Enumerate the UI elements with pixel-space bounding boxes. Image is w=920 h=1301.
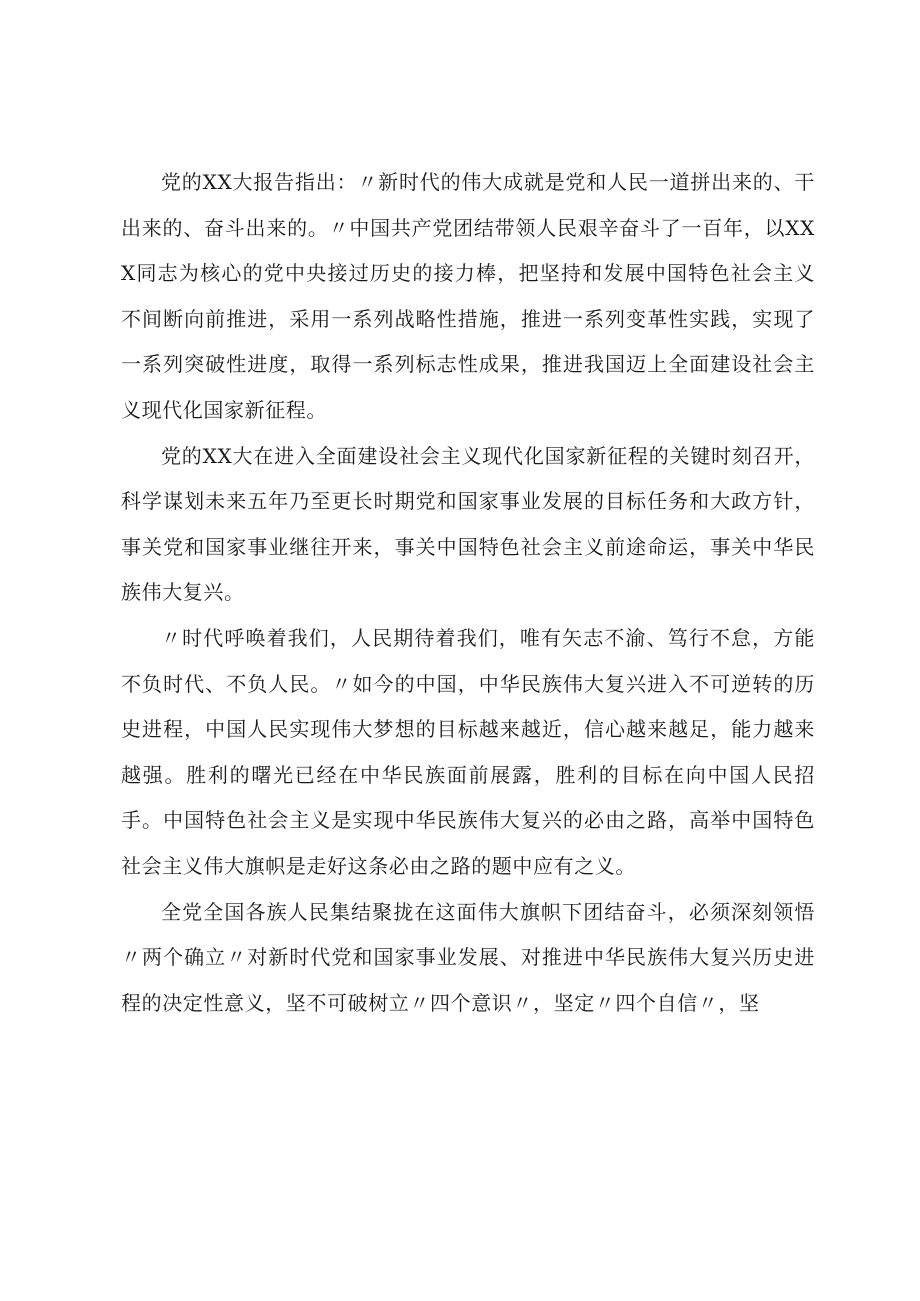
paragraph-3: 〃时代呼唤着我们，人民期待着我们，唯有矢志不渝、笃行不怠，方能不负时代、不负人民。〃如今的中国，中华民族伟大复兴进入不可逆转的历史进程，中国人民实现伟大梦想的目标越来越近，信心越来越足，能力越来越强。胜利的曙光已经在中华民族面前展露，胜利的目标在向中国人民招手。中国特色社会主义是实现中华民族伟大复兴的必由之路，高举中国特色社会主义伟大旗帜是走好这条必由之路的题中应有之义。 [121,625,815,878]
document-body [121,160,815,1026]
paragraph-4: 全党全国各族人民集结聚拢在这面伟大旗帜下团结奋斗，必须深刻领悟〃两个确立〃对新时代党和国家事业发展、对推进中华民族伟大复兴历史进程的决定性意义，坚不可破树立〃四个意识〃，坚定〃四个自信〃，坚 [121,899,815,1015]
paragraph-2: 党的XX大在进入全面建设社会主义现代化国家新征程的关键时刻召开，科学谋划未来五年乃至更长时期党和国家事业发展的目标任务和大政方针，事关党和国家事业继往开来，事关中国特色社会主义前途命运，事关中华民族伟大复兴。 [121,443,815,605]
paragraph-1: 党的XX大报告指出：〃新时代的伟大成就是党和人民一道拼出来的、干出来的、奋斗出来的。〃中国共产党团结带领人民艰辛奋斗了一百年，以XXX同志为核心的党中央接过历史的接力棒，把坚持和发展中国特色社会主义不间断向前推进，采用一系列战略性措施，推进一系列变革性实践，实现了一系列突破性进度，取得一系列标志性成果，推进我国迈上全面建设社会主义现代化国家新征程。 [121,170,815,422]
